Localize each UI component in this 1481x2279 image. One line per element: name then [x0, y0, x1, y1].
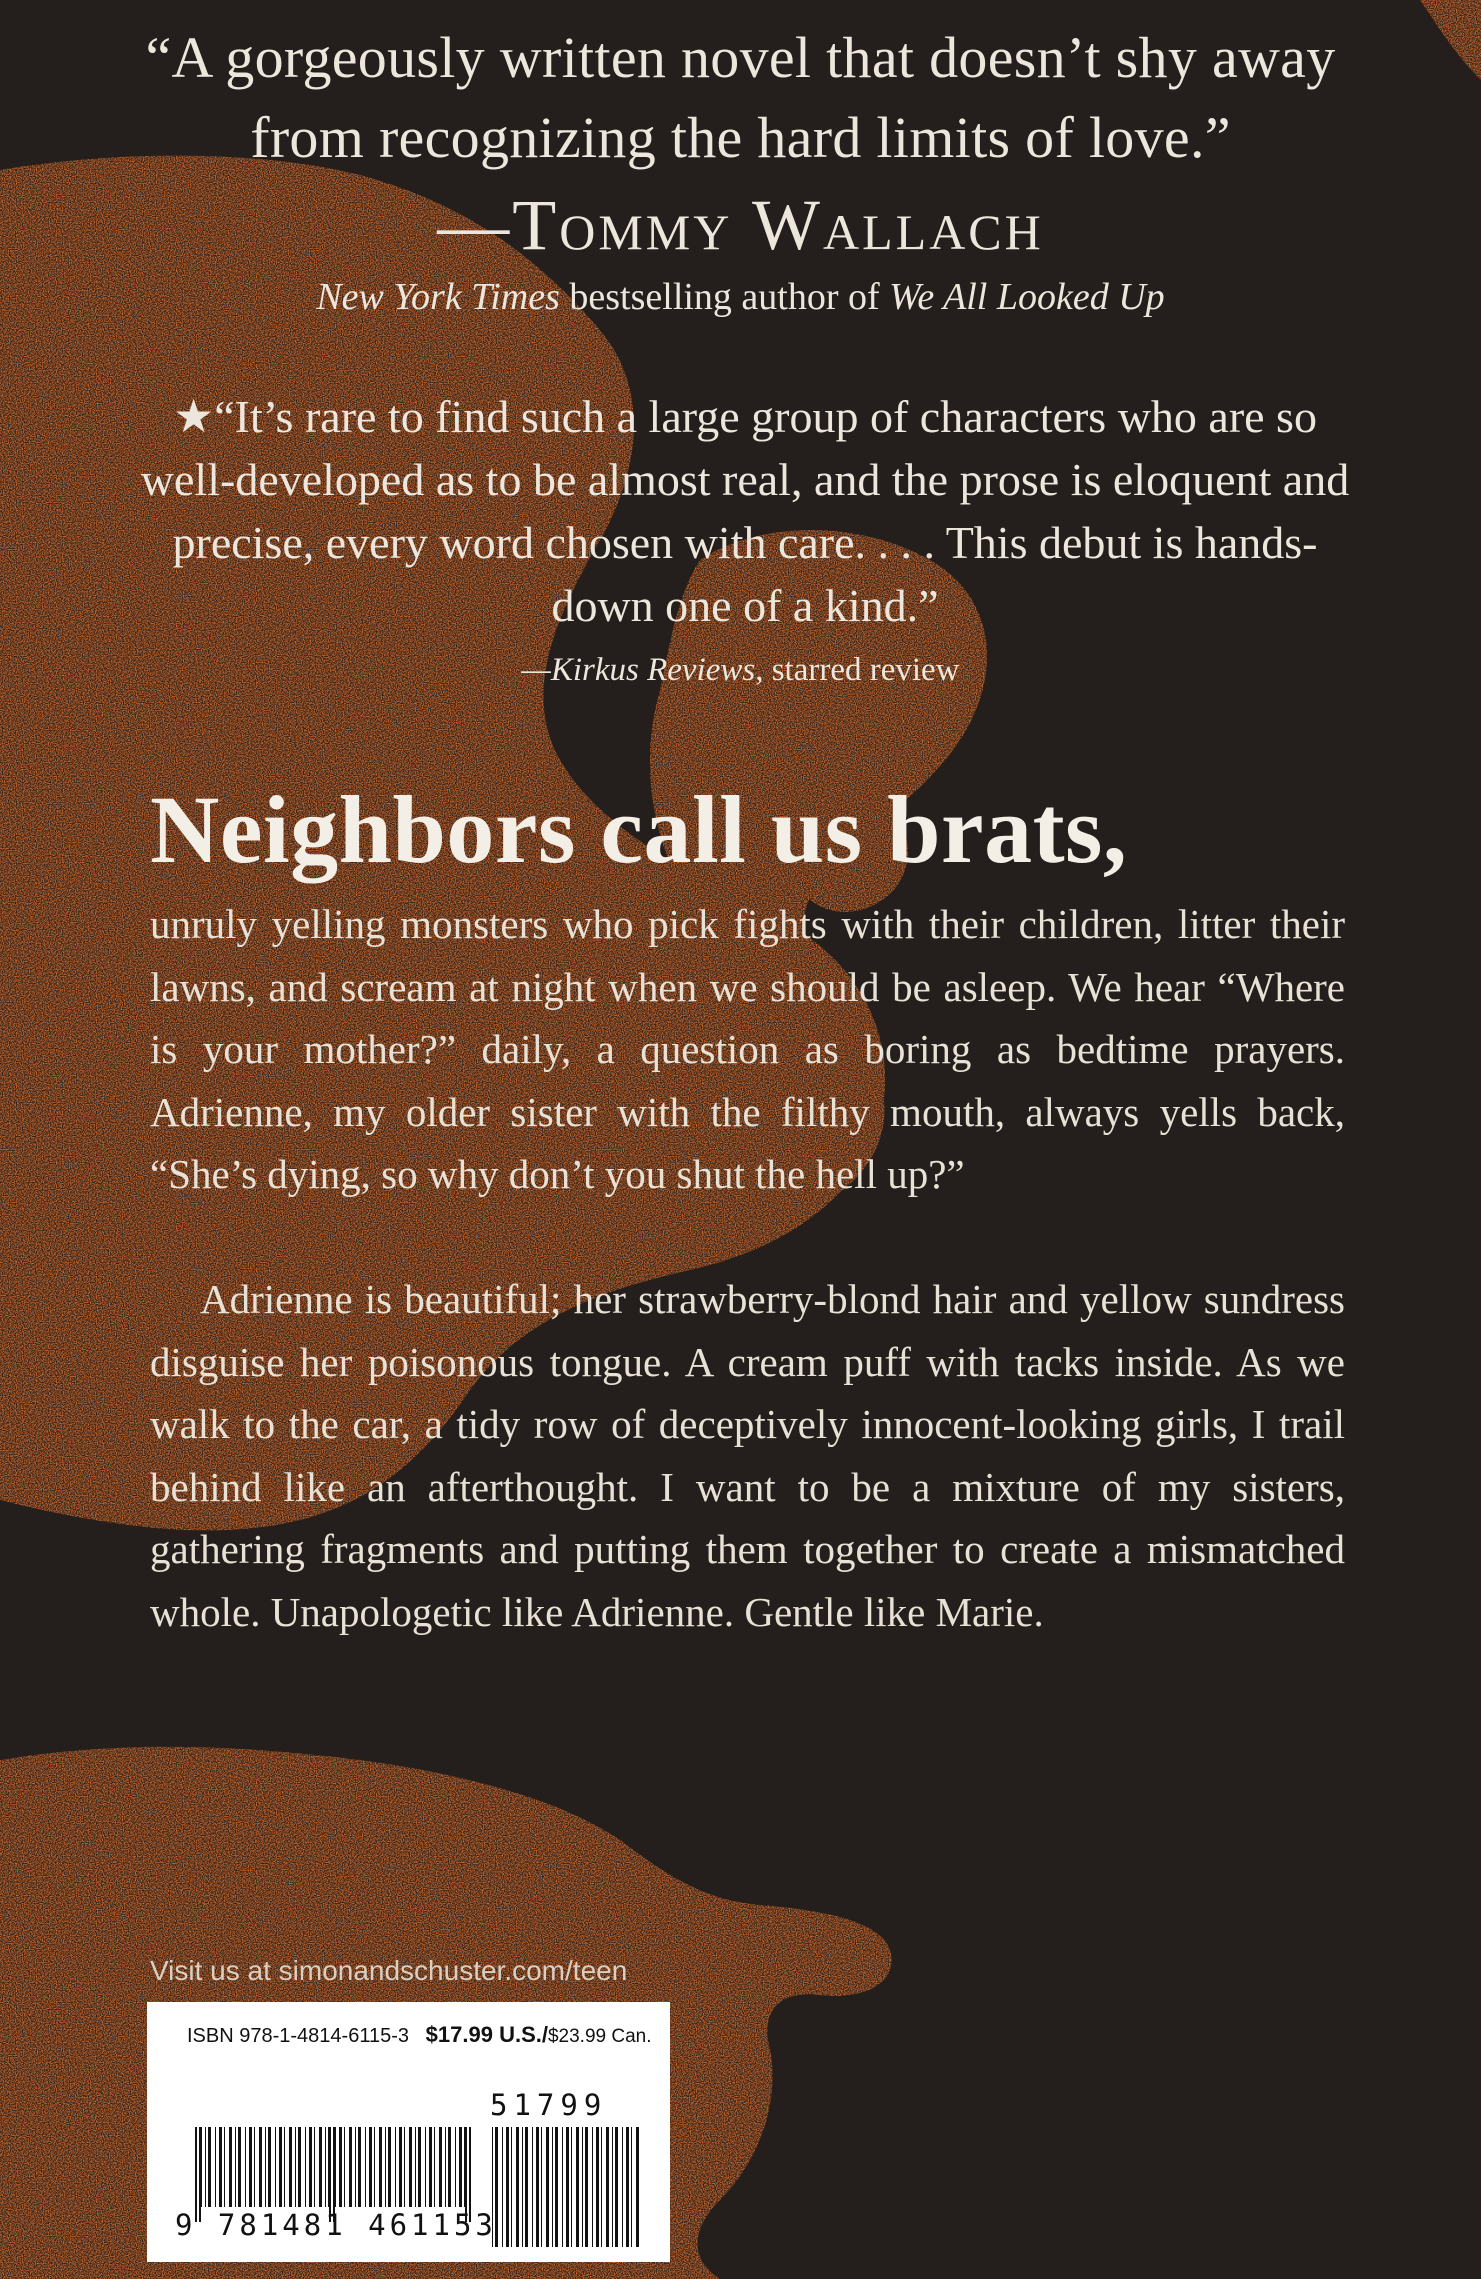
barcode-addon-digits: 51799	[490, 2088, 608, 2122]
barcode-bar	[425, 2127, 426, 2207]
barcode-bar	[404, 2127, 405, 2207]
credential-publication: New York Times	[316, 276, 560, 318]
barcode-bar	[325, 2127, 326, 2207]
isbn-barcode-box	[147, 2002, 670, 2262]
barcode-bar	[459, 2127, 462, 2207]
barcode-bar	[369, 2127, 372, 2207]
barcode-bar	[219, 2127, 222, 2207]
barcode-bar	[566, 2127, 569, 2247]
barcode-bar	[358, 2127, 361, 2207]
barcode-bar	[235, 2127, 236, 2207]
barcode-bar	[339, 2127, 342, 2207]
endorsement-author: —Tommy Wallach	[437, 185, 1044, 265]
price-can: $23.99 Can.	[547, 2026, 652, 2047]
review-source-dash: —	[521, 652, 551, 688]
barcode-bar	[215, 2127, 216, 2207]
barcode-bar	[464, 2127, 465, 2207]
barcode-bar	[229, 2127, 232, 2207]
barcode-bar	[245, 2127, 246, 2207]
barcode-bar	[582, 2127, 583, 2247]
barcode-bar	[601, 2127, 602, 2247]
barcode-bar	[546, 2127, 549, 2247]
excerpt-headline: Neighbors call us brats,	[150, 776, 1128, 883]
barcode-bar	[289, 2127, 292, 2207]
review-source	[0, 648, 1481, 692]
barcode-bar	[585, 2127, 588, 2247]
barcode-bar	[571, 2127, 572, 2247]
barcode-bar	[284, 2127, 285, 2207]
barcode-bar	[552, 2127, 553, 2247]
barcode-digits: 9 781481 461153	[175, 2208, 497, 2242]
endorsement-quote-line-1: “A gorgeously written novel that doesn’t shy away	[145, 25, 1336, 90]
barcode-bar	[562, 2127, 563, 2247]
barcode-bar	[536, 2127, 539, 2247]
barcode-bar	[205, 2127, 206, 2207]
barcode-bar	[418, 2127, 421, 2207]
endorsement-quote	[0, 18, 1481, 178]
barcode-bar	[555, 2127, 558, 2247]
review-source-suffix: , starred review	[755, 652, 960, 688]
credential-text: bestselling author of	[559, 276, 890, 318]
barcode-bar	[439, 2127, 442, 2207]
barcode-bar	[415, 2127, 416, 2207]
barcode-bar	[631, 2127, 632, 2247]
barcode-bar	[511, 2127, 512, 2247]
barcode-bar	[506, 2127, 509, 2247]
barcode-bar	[596, 2127, 599, 2247]
barcode-bar	[365, 2127, 366, 2207]
barcode-bar	[374, 2127, 375, 2207]
review-quote-text: “It’s rare to find such a large group of characters who are so well-developed as to be almost real, and the prose is eloquent and precise, every word chosen with care. . . . This debut is hands-down one of a kind.”	[140, 391, 1350, 631]
barcode-bar	[434, 2127, 435, 2207]
barcode-bar	[525, 2127, 528, 2247]
barcode-bar	[268, 2127, 271, 2207]
endorsement-quote-line-2: from recognizing the hard limits of love.”	[250, 105, 1231, 170]
barcode-bar	[409, 2127, 412, 2207]
barcode-bar	[295, 2127, 296, 2207]
barcode-bar	[516, 2127, 519, 2247]
barcode-bar	[541, 2127, 542, 2247]
barcode-bar	[622, 2127, 623, 2247]
barcode-bar	[455, 2127, 456, 2207]
barcode-bar	[355, 2127, 356, 2207]
barcode-bar	[238, 2127, 241, 2207]
barcode-bar	[208, 2127, 211, 2207]
price-us: $17.99 U.S./	[425, 2022, 548, 2047]
barcode-bar	[626, 2127, 629, 2247]
barcode-bar	[385, 2127, 386, 2207]
isbn-number: ISBN 978-1-4814-6115-3	[187, 2025, 409, 2047]
barcode-bar	[395, 2127, 396, 2207]
barcode-bar	[265, 2127, 266, 2207]
barcode-bar	[388, 2127, 391, 2207]
barcode-bar	[606, 2127, 609, 2247]
review-source-name: Kirkus Reviews	[550, 652, 756, 688]
publisher-website[interactable]: Visit us at simonandschuster.com/teen	[150, 1955, 628, 1986]
barcode-bar	[445, 2127, 446, 2207]
endorsement-author-credential	[0, 272, 1481, 322]
barcode-bar	[502, 2127, 503, 2247]
star-icon: ★	[173, 391, 215, 442]
barcode-bar	[532, 2127, 533, 2247]
barcode-bar	[259, 2127, 262, 2207]
barcode-bar	[592, 2127, 593, 2247]
barcode-bar	[615, 2127, 618, 2247]
barcode-bar	[522, 2127, 523, 2247]
barcode-bar	[224, 2127, 225, 2207]
barcode-bar	[279, 2127, 282, 2207]
barcode-bar	[379, 2127, 382, 2207]
review-quote	[130, 385, 1360, 637]
barcode-bar	[349, 2127, 352, 2207]
barcode-bar	[335, 2127, 336, 2207]
barcode-bar	[576, 2127, 579, 2247]
barcode-bar	[344, 2127, 345, 2207]
barcode-bar	[448, 2127, 451, 2207]
barcode-bar	[429, 2127, 432, 2207]
barcode-bar	[399, 2127, 402, 2207]
barcode-bar	[319, 2127, 322, 2207]
barcode-bar	[314, 2127, 315, 2207]
barcode-bar	[305, 2127, 306, 2207]
credential-book-title: We All Looked Up	[889, 276, 1165, 318]
barcode-bar	[612, 2127, 613, 2247]
barcode-bar	[275, 2127, 276, 2207]
excerpt-paragraph-1: unruly yelling monsters who pick fights with their children, litter their lawns, and scream at night when we should be asleep. We hear “Where is your mother?” daily, a question as boring as bedtime prayers. Adrienne, my older sister with the filthy mouth, always yells back, “She’s dying, so why don’t you shut the hell up?”	[150, 901, 1345, 1197]
excerpt-paragraph-2: Adrienne is beautiful; her strawberry-blond hair and yellow sundress disguise her poisonous tongue. A cream puff with tacks inside. As we walk to the car, a tidy row of deceptively innocent-looking girls, I trail behind like an afterthought. I want to be a mixture of my sisters, gathering fragments and putting them together to create a mismatched whole. Unapologetic like Adrienne. Gentle like Marie.	[150, 1276, 1345, 1635]
barcode-bar	[249, 2127, 252, 2207]
barcode-bar	[298, 2127, 301, 2207]
barcode-bar	[254, 2127, 255, 2207]
barcode-bar	[309, 2127, 312, 2207]
barcode-bar	[636, 2127, 639, 2247]
